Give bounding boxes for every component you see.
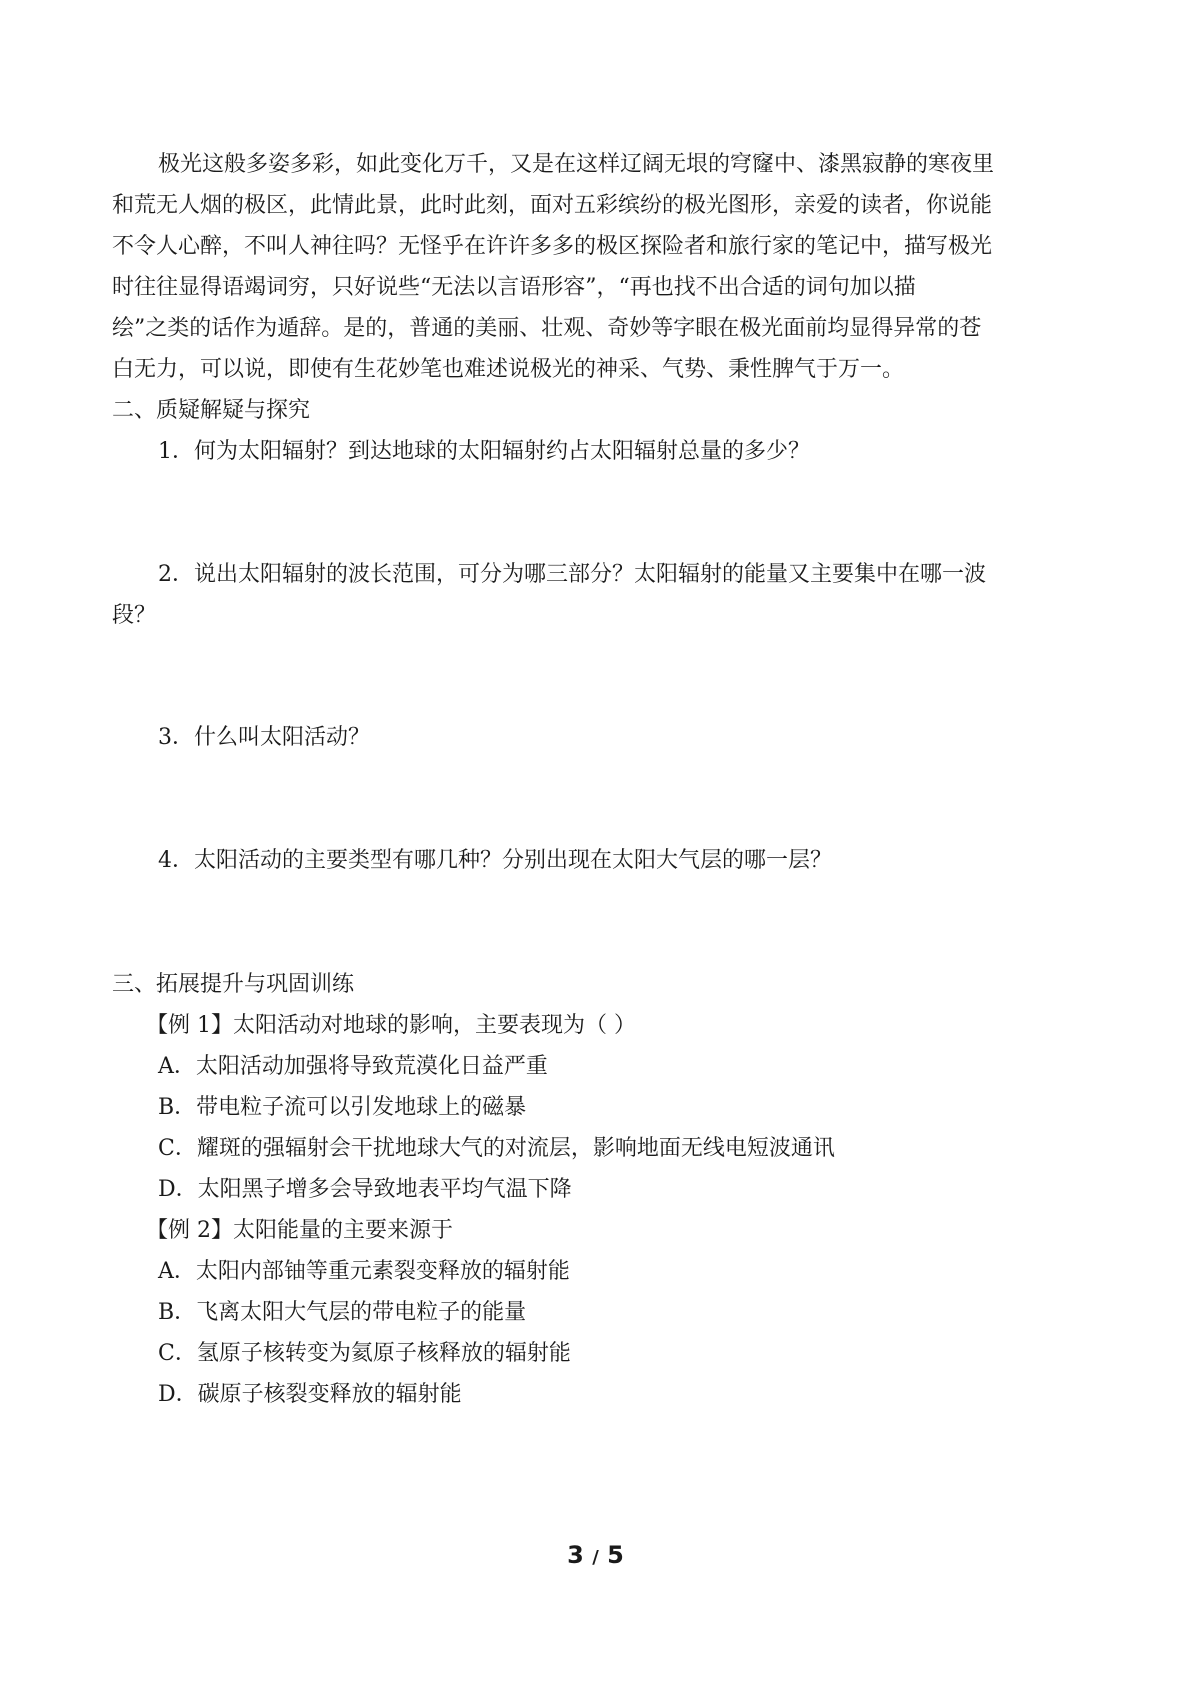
passage-line: 时往往显得语竭词穷，只好说些“无法以言语形容”，“再也找不出合适的词句加以描 bbox=[112, 275, 916, 300]
question-2: 2．说出太阳辐射的波长范围，可分为哪三部分？太阳辐射的能量又主要集中在哪一波 bbox=[158, 562, 986, 587]
page-number bbox=[0, 1540, 1191, 1573]
passage-line: 和荒无人烟的极区，此情此景，此时此刻，面对五彩缤纷的极光图形，亲爱的读者，你说能 bbox=[112, 193, 993, 218]
section-heading-practice: 三、拓展提升与巩固训练 bbox=[112, 972, 355, 997]
example-2-option-d: D．碳原子核裂变释放的辐射能 bbox=[158, 1382, 462, 1407]
example-1-option-d: D．太阳黑子增多会导致地表平均气温下降 bbox=[158, 1177, 572, 1202]
passage-line: 不令人心醉，不叫人神往吗？无怪乎在许许多多的极区探险者和旅行家的笔记中，描写极光 bbox=[112, 234, 993, 259]
total-pages: 5 bbox=[607, 1541, 624, 1569]
example-2-option-b: B．飞离太阳大气层的带电粒子的能量 bbox=[158, 1300, 527, 1325]
current-page: 3 bbox=[567, 1541, 584, 1569]
example-1-option-a: A．太阳活动加强将导致荒漠化日益严重 bbox=[158, 1054, 548, 1079]
question-1: 1．何为太阳辐射？到达地球的太阳辐射约占太阳辐射总量的多少？ bbox=[158, 439, 810, 464]
passage-line: 绘”之类的话作为遁辞。是的，普通的美丽、壮观、奇妙等字眼在极光面前均显得异常的苍 bbox=[112, 316, 982, 341]
example-1-stem: 【例 1】太阳活动对地球的影响，主要表现为（ ） bbox=[146, 1013, 636, 1038]
passage-line: 极光这般多姿多彩，如此变化万千，又是在这样辽阔无垠的穹窿中、漆黑寂静的寒夜里 bbox=[158, 152, 995, 177]
example-2-option-a: A．太阳内部铀等重元素裂变释放的辐射能 bbox=[158, 1259, 570, 1284]
example-2-stem: 【例 2】太阳能量的主要来源于 bbox=[146, 1218, 453, 1243]
example-1-option-c: C．耀斑的强辐射会干扰地球大气的对流层，影响地面无线电短波通讯 bbox=[158, 1136, 835, 1161]
question-3: 3．什么叫太阳活动？ bbox=[158, 725, 370, 750]
page-separator: / bbox=[592, 1547, 599, 1568]
example-1-option-b: B．带电粒子流可以引发地球上的磁暴 bbox=[158, 1095, 527, 1120]
passage-line: 白无力，可以说，即使有生花妙笔也难述说极光的神采、气势、秉性脾气于万一。 bbox=[112, 357, 905, 382]
section-heading-inquiry: 二、质疑解疑与探究 bbox=[112, 398, 311, 423]
example-2-option-c: C．氢原子核转变为氦原子核释放的辐射能 bbox=[158, 1341, 571, 1366]
question-2-continued: 段？ bbox=[112, 603, 157, 628]
question-4: 4．太阳活动的主要类型有哪几种？分别出现在太阳大气层的哪一层？ bbox=[158, 848, 832, 873]
